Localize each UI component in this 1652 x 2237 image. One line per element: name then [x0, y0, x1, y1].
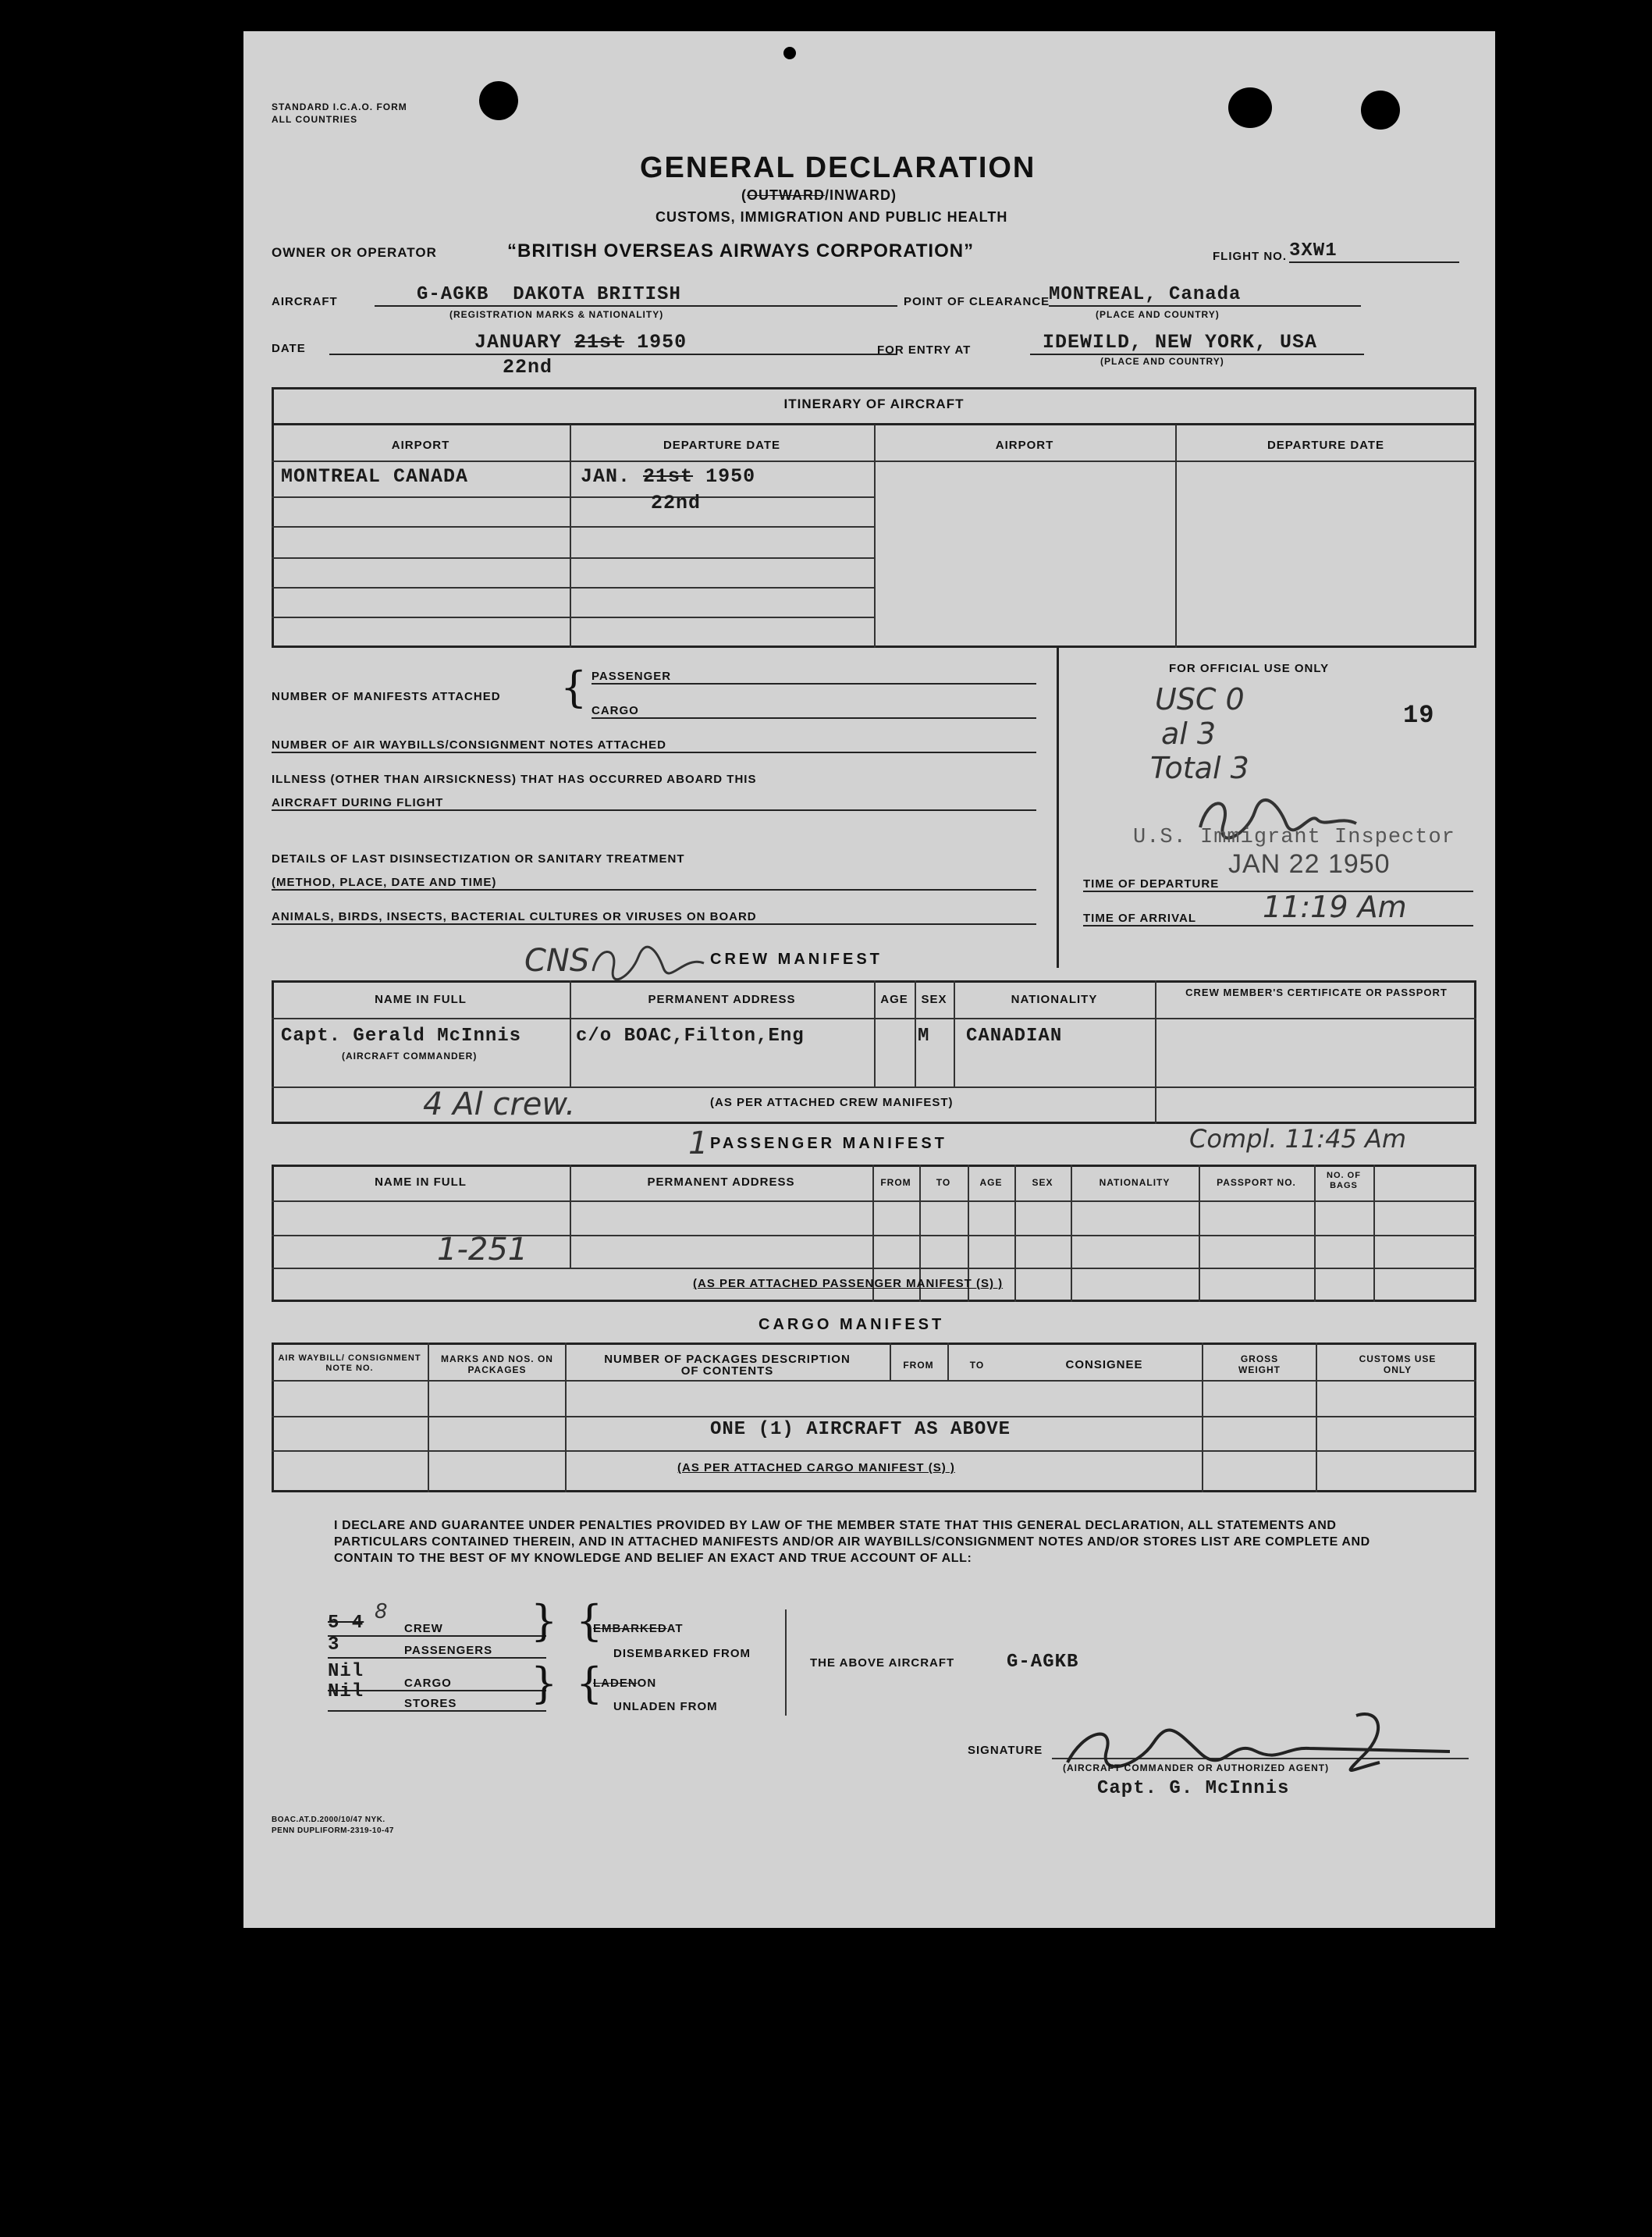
itinerary-row-line-6 — [272, 617, 874, 618]
cargo-header-rule — [272, 1380, 1476, 1382]
itinerary-header-departure-2: DEPARTURE DATE — [1267, 439, 1385, 452]
cargo-header-from: FROM — [903, 1360, 934, 1371]
signature-caption: (AIRCRAFT COMMANDER OR AUTHORIZED AGENT) — [1063, 1762, 1330, 1773]
decl-cargo-label: CARGO — [404, 1677, 452, 1690]
itinerary-header-departure: DEPARTURE DATE — [663, 439, 781, 452]
cargo-contents-value: ONE (1) AIRCRAFT AS ABOVE — [710, 1419, 1011, 1440]
cargo-manifest-title: CARGO MANIFEST — [758, 1316, 945, 1333]
official-hw-line-3: Total 3 — [1150, 751, 1249, 785]
passenger-header-sex: SEX — [1032, 1177, 1053, 1188]
clearance-caption: (PLACE AND COUNTRY) — [1096, 309, 1220, 320]
decl-above-aircraft: THE ABOVE AIRCRAFT — [810, 1656, 955, 1670]
clearance-label: POINT OF CLEARANCE — [904, 295, 1050, 308]
itinerary-departure-value — [581, 465, 755, 488]
itinerary-row-line-5 — [272, 587, 874, 589]
itinerary-divider-3 — [1175, 425, 1177, 648]
form-subtitle: (OUTWARD/INWARD) — [741, 187, 897, 203]
declaration-form — [243, 31, 1495, 1928]
inspector-stamp-text: U.S. Immigrant Inspector — [1133, 826, 1455, 849]
disinsect-label-1: DETAILS OF LAST DISINSECTIZATION OR SANITARY TREATMENT — [272, 852, 685, 866]
decl-crew-typed: 5 4 — [328, 1613, 364, 1634]
clearance-value: MONTREAL, Canada — [1049, 284, 1361, 307]
punch-mark-top — [783, 47, 796, 59]
crew-commander-nationality: CANADIAN — [966, 1026, 1063, 1047]
crew-annotation-signature — [587, 940, 712, 987]
itinerary-dep-year: 1950 — [705, 465, 756, 488]
itinerary-divider-2 — [874, 425, 876, 648]
crew-header-address: PERMANENT ADDRESS — [648, 993, 796, 1006]
itinerary-divider-1 — [570, 425, 571, 648]
crew-header-certificate: CREW MEMBER'S CERTIFICATE OR PASSPORT — [1185, 987, 1448, 998]
itinerary-row-line-1 — [272, 461, 1476, 462]
crew-header-age: AGE — [880, 993, 908, 1006]
cargo-row-rule-1 — [272, 1416, 1476, 1417]
decl-crew-handwritten: 8 — [375, 1600, 388, 1624]
declaration-text: I DECLARE AND GUARANTEE UNDER PENALTIES PROVIDED BY LAW OF THE MEMBER STATE THAT THIS GENERAL DECLARATION, ALL STATEMENTS AND PARTICULARS CONTAINED THEREIN, AND IN ATTACHED MANIFESTS AND/OR AIR WAYBILLS/CONSIGNMENT NOTES AND/OR STORES LIST ARE COMPLETE AND CONTAIN TO THE BEST OF MY KNOWLEDGE AND BELIEF AN EXACT AND TRUE ACCOUNT OF ALL: — [334, 1519, 1370, 1565]
passenger-manifest-title: PASSENGER MANIFEST — [710, 1135, 947, 1152]
crew-header-sex: SEX — [921, 993, 947, 1006]
cargo-header-packages: NUMBER OF PACKAGES DESCRIPTION OF CONTENTS — [604, 1353, 851, 1378]
official-hw-line-1: USC 0 — [1155, 682, 1245, 717]
form-title: GENERAL DECLARATION — [640, 151, 1036, 184]
cargo-manifests-line — [592, 704, 1036, 719]
cargo-header-weight: GROSS WEIGHT — [1238, 1353, 1281, 1375]
cargo-divider-1 — [428, 1343, 429, 1492]
waybills-label: NUMBER OF AIR WAYBILLS/CONSIGNMENT NOTES ATTACHED — [272, 738, 666, 752]
crew-divider-5 — [1155, 980, 1156, 1124]
illness-label-1: ILLNESS (OTHER THAN AIRSICKNESS) THAT HAS OCCURRED ABOARD THIS — [272, 773, 757, 786]
decl-vertical-rule — [785, 1609, 787, 1716]
signer-name: Capt. G. McInnis — [1097, 1778, 1290, 1799]
passenger-header-rule — [272, 1200, 1476, 1202]
cargo-divider-5 — [1202, 1343, 1203, 1492]
passenger-per-attached: (AS PER ATTACHED PASSENGER MANIFEST (S) ) — [693, 1277, 1004, 1290]
itinerary-dep-struck: 21st — [643, 465, 694, 488]
decl-brace-1: } — [531, 1596, 558, 1645]
disinsect-label-2: (METHOD, PLACE, DATE AND TIME) — [272, 876, 497, 889]
passenger-divider-9 — [1373, 1165, 1375, 1302]
entry-label: FOR ENTRY AT — [877, 343, 972, 357]
decl-passengers-value: 3 — [328, 1634, 340, 1656]
passenger-row-rule-2 — [272, 1268, 1476, 1269]
owner-value: “BRITISH OVERSEAS AIRWAYS CORPORATION” — [507, 240, 975, 261]
illness-line — [272, 796, 1036, 811]
decl-laden-on — [593, 1677, 656, 1690]
decl-stores-value: Nil — [328, 1681, 364, 1702]
decl-brace-3: { — [576, 1596, 603, 1645]
itinerary-airport-value: MONTREAL CANADA — [281, 465, 469, 488]
illness-label-2: AIRCRAFT DURING FLIGHT — [272, 796, 444, 809]
cargo-header-marks: MARKS AND NOS. ON PACKAGES — [441, 1353, 553, 1375]
itinerary-row-line-4 — [272, 557, 874, 559]
passenger-manifests-line — [592, 670, 1036, 685]
official-use-title: FOR OFFICIAL USE ONLY — [1169, 662, 1330, 675]
decl-unladen: UNLADEN FROM — [613, 1700, 718, 1713]
decl-brace-4: { — [576, 1659, 603, 1708]
crew-commander-name: Capt. Gerald McInnis — [281, 1026, 522, 1047]
departure-time-label: TIME OF DEPARTURE — [1083, 877, 1220, 891]
outward-struck: OUTWARD — [747, 187, 825, 203]
date-value — [329, 331, 897, 355]
aircraft-caption: (REGISTRATION MARKS & NATIONALITY) — [449, 309, 664, 320]
cargo-header-to: TO — [969, 1360, 985, 1371]
aircraft-value: G-AGKB DAKOTA BRITISH — [375, 284, 897, 307]
arrival-time-label: TIME OF ARRIVAL — [1083, 912, 1196, 925]
passenger-header-age: AGE — [979, 1177, 1003, 1188]
crew-commander-address: c/o BOAC,Filton,Eng — [576, 1026, 805, 1047]
aircraft-label: AIRCRAFT — [272, 295, 338, 308]
decl-at: AT — [666, 1622, 684, 1635]
decl-embarked-struck: EMBARKED — [593, 1622, 667, 1635]
passenger-header-name: NAME IN FULL — [375, 1175, 467, 1189]
cargo-divider-6 — [1316, 1343, 1317, 1492]
footer-code-2: PENN DUPLIFORM-2319-10-47 — [272, 1826, 394, 1835]
inspector-stamp-date: JAN 22 1950 — [1228, 849, 1391, 879]
crew-commander-sex: M — [918, 1026, 930, 1047]
decl-on: ON — [637, 1677, 657, 1690]
crew-header-nationality: NATIONALITY — [1011, 993, 1098, 1006]
crew-commander-caption: (AIRCRAFT COMMANDER) — [342, 1051, 478, 1062]
arrival-time-handwritten: 11:19 Am — [1263, 890, 1407, 924]
date-label: DATE — [272, 342, 306, 355]
signature-label: SIGNATURE — [968, 1744, 1043, 1757]
decl-aircraft-id: G-AGKB — [1007, 1652, 1079, 1673]
crew-per-attached: (AS PER ATTACHED CREW MANIFEST) — [710, 1096, 954, 1109]
manifests-attached-label: NUMBER OF MANIFESTS ATTACHED — [272, 690, 501, 703]
itinerary-departure-correction: 22nd — [651, 492, 702, 514]
all-countries-label: ALL COUNTRIES — [272, 114, 358, 125]
official-number: 19 — [1403, 701, 1435, 730]
date-year: 1950 — [637, 331, 687, 354]
flight-label: FLIGHT NO. — [1213, 250, 1287, 263]
form-subheading: CUSTOMS, IMMIGRATION AND PUBLIC HEALTH — [655, 209, 1008, 225]
punch-hole-right-2 — [1361, 91, 1400, 130]
passenger-header-passport: PASSPORT NO. — [1217, 1177, 1296, 1188]
cargo-per-attached: (AS PER ATTACHED CARGO MANIFEST (S) ) — [677, 1461, 955, 1474]
decl-stores-label: STORES — [404, 1697, 457, 1710]
cargo-header-customs: CUSTOMS USE ONLY — [1359, 1353, 1437, 1375]
passenger-manifests-label: PASSENGER — [592, 670, 672, 683]
decl-cargo-value: Nil — [328, 1661, 364, 1682]
owner-label: OWNER OR OPERATOR — [272, 245, 437, 260]
crew-handwritten-note: 4 Al crew. — [423, 1086, 576, 1122]
date-correction: 22nd — [503, 356, 553, 379]
itinerary-header-airport-2: AIRPORT — [995, 439, 1054, 452]
animals-line — [272, 910, 1036, 925]
crew-manifest-title: CREW MANIFEST — [710, 951, 883, 968]
crew-header-name: NAME IN FULL — [375, 993, 467, 1006]
decl-crew-line — [328, 1622, 546, 1637]
itinerary-title: ITINERARY OF AIRCRAFT — [783, 397, 965, 411]
decl-crew-label: CREW — [404, 1622, 443, 1635]
decl-passengers-line — [328, 1644, 546, 1659]
decl-brace-2: } — [531, 1659, 558, 1708]
passenger-hw-number: 1-251 — [437, 1232, 528, 1268]
punch-hole-left — [479, 81, 518, 120]
entry-caption: (PLACE AND COUNTRY) — [1100, 356, 1224, 367]
passenger-header-to: TO — [936, 1177, 951, 1188]
entry-value: IDEWILD, NEW YORK, USA — [1030, 331, 1364, 355]
date-month: JANUARY — [474, 331, 563, 354]
decl-stores-line — [328, 1697, 546, 1712]
itinerary-row-line-3 — [272, 526, 874, 528]
cargo-header-consignee: CONSIGNEE — [1065, 1358, 1143, 1371]
passenger-completed-note: Compl. 11:45 Am — [1189, 1124, 1407, 1154]
decl-passengers-label: PASSENGERS — [404, 1644, 493, 1657]
itinerary-row-line-2 — [272, 496, 874, 498]
decl-embarked-at — [593, 1622, 684, 1635]
animals-label: ANIMALS, BIRDS, INSECTS, BACTERIAL CULTURES OR VIRUSES ON BOARD — [272, 910, 757, 923]
punch-hole-right-1 — [1228, 87, 1272, 128]
waybills-line — [272, 738, 1036, 753]
date-struck: 21st — [574, 331, 625, 354]
passenger-header-nationality: NATIONALITY — [1099, 1177, 1171, 1188]
cargo-divider-2 — [565, 1343, 567, 1492]
itinerary-header-airport: AIRPORT — [391, 439, 450, 452]
decl-laden-struck: LADEN — [593, 1677, 638, 1690]
passenger-header-address: PERMANENT ADDRESS — [647, 1175, 795, 1189]
passenger-hw-mark: 1 — [688, 1126, 709, 1161]
standard-form-label: STANDARD I.C.A.O. FORM — [272, 101, 407, 112]
disinsect-line — [272, 876, 1036, 891]
crew-annotation: CNS — [524, 943, 590, 979]
official-divider — [1057, 648, 1059, 968]
passenger-divider-8 — [1314, 1165, 1316, 1302]
official-hw-line-2: al 3 — [1161, 717, 1217, 751]
cargo-row-rule-2 — [272, 1450, 1476, 1452]
itinerary-dep-month: JAN. — [581, 465, 631, 488]
footer-code-1: BOAC.AT.D.2000/10/47 NYK. — [272, 1816, 385, 1824]
passenger-header-bags: NO. OF BAGS — [1327, 1171, 1361, 1190]
cargo-header-waybill: AIR WAYBILL/ CONSIGNMENT NOTE NO. — [278, 1353, 421, 1373]
decl-disembarked: DISEMBARKED FROM — [613, 1647, 751, 1660]
flight-value: 3XW1 — [1289, 240, 1459, 263]
passenger-header-from: FROM — [880, 1177, 911, 1188]
manifests-brace: { — [560, 663, 588, 712]
cargo-manifests-label: CARGO — [592, 704, 639, 717]
inward-label: /INWARD — [825, 187, 891, 203]
